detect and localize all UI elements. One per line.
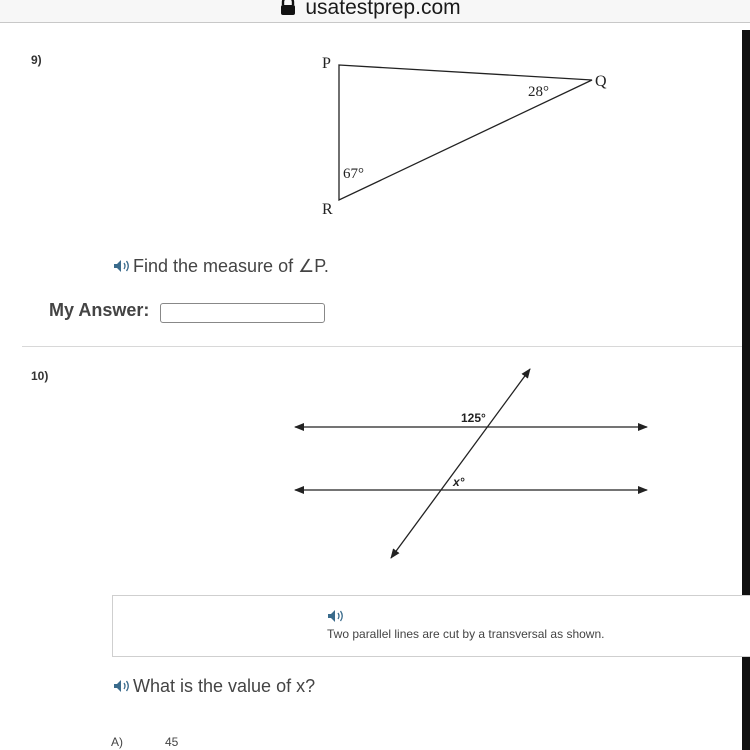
question-10-number: 10) — [31, 369, 49, 383]
my-answer-label: My Answer: — [49, 300, 150, 320]
url-display[interactable] — [0, 0, 740, 20]
question-9-prompt — [113, 256, 329, 277]
question-divider — [22, 346, 742, 347]
question-9-number: 9) — [31, 53, 42, 67]
angle-q-label: 28° — [528, 84, 549, 100]
lock-icon — [279, 0, 297, 16]
angle-r-label: 67° — [343, 166, 364, 182]
question-10-prompt — [113, 676, 315, 697]
angle-x-label: x° — [453, 475, 465, 489]
speaker-icon[interactable] — [113, 679, 131, 693]
vertex-q-label: Q — [595, 73, 607, 90]
parallel-lines-figure — [285, 360, 660, 570]
transversal-line — [391, 369, 530, 558]
speaker-icon[interactable] — [113, 259, 131, 273]
triangle-figure — [310, 48, 630, 223]
speaker-icon[interactable] — [327, 609, 345, 623]
stimulus-text: Two parallel lines are cut by a transversal as shown. — [327, 627, 605, 641]
url-text: usatestprep.com — [305, 0, 461, 19]
question-10-prompt-text: What is the value of x? — [133, 676, 316, 696]
angle-125-label: 125° — [461, 411, 486, 425]
triangle-pqr — [339, 65, 592, 200]
vertex-r-label: R — [322, 201, 333, 218]
browser-address-bar[interactable] — [0, 0, 750, 23]
question-9-prompt-text: Find the measure of ∠P. — [133, 256, 329, 276]
answer-input[interactable] — [160, 303, 325, 323]
stimulus-box — [112, 595, 750, 657]
vertex-p-label: P — [322, 55, 331, 72]
choice-a-text[interactable]: 45 — [165, 735, 179, 749]
choice-a-letter[interactable]: A) — [111, 735, 123, 749]
